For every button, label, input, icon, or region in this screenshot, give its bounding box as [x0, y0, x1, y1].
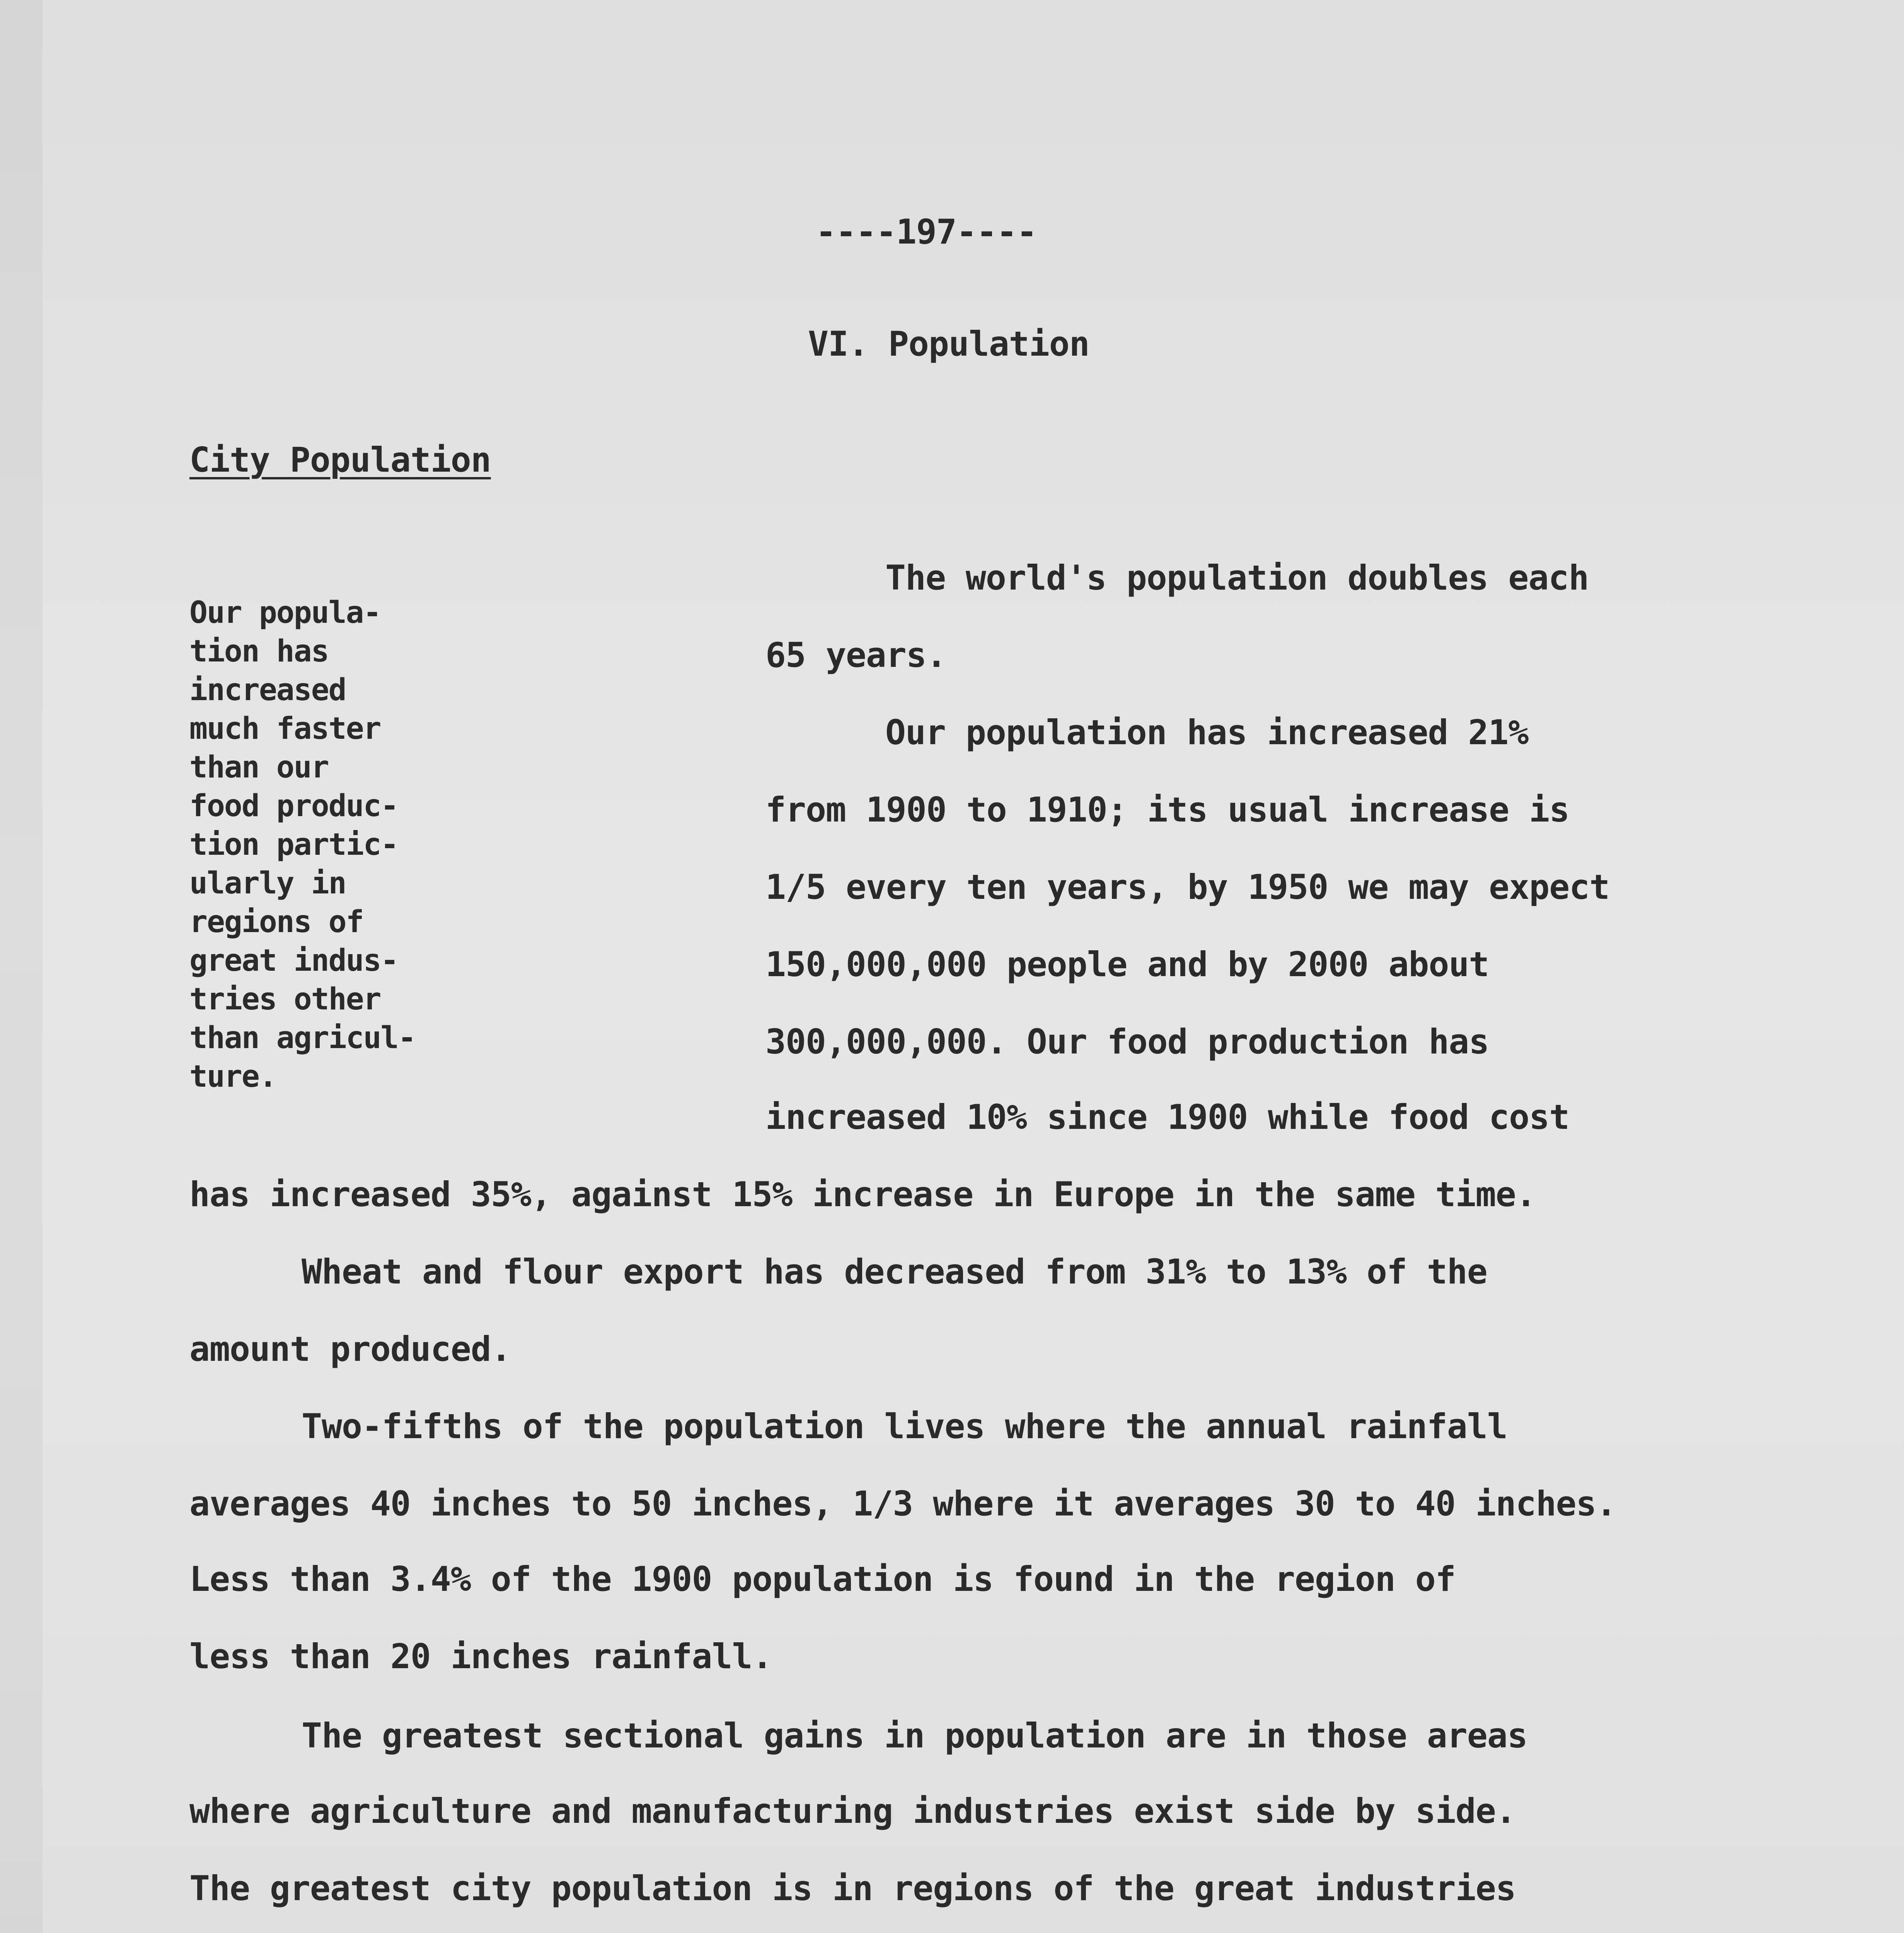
body-line: Less than 3.4% of the 1900 population is found in the region of — [189, 1559, 1456, 1599]
body-line: The greatest city population is in regions of the great industries — [189, 1868, 1516, 1908]
body-line: Wheat and flour export has decreased from 31% to 13% of the — [302, 1252, 1487, 1292]
margin-note-line: great indus- — [189, 943, 398, 978]
margin-note-line: than agricul- — [189, 1021, 416, 1055]
body-line: Two-fifths of the population lives where the annual rainfall — [302, 1406, 1507, 1446]
body-line: has increased 35%, against 15% increase in Europe in the same time. — [189, 1174, 1536, 1214]
body-line: 150,000,000 people and by 2000 about — [765, 944, 1489, 984]
body-line: The world's population doubles each — [885, 558, 1589, 598]
body-line: 300,000,000. Our food production has — [765, 1022, 1489, 1062]
body-line: amount produced. — [189, 1329, 511, 1369]
page-number: ----197---- — [816, 212, 1037, 252]
margin-note-line: food produc- — [189, 789, 398, 823]
margin-note-line: ture. — [189, 1059, 276, 1094]
margin-note-line: Our popula- — [189, 595, 381, 630]
margin-note-line: tion has — [189, 634, 329, 669]
body-line: 1/5 every ten years, by 1950 we may expect — [765, 867, 1610, 907]
margin-note-line: ularly in — [189, 866, 346, 901]
body-line: from 1900 to 1910; its usual increase is — [765, 790, 1570, 830]
subheading: City Population — [189, 440, 491, 480]
body-line: increased 10% since 1900 while food cost — [765, 1097, 1570, 1137]
body-line: where agriculture and manufacturing industries exist side by side. — [189, 1791, 1516, 1831]
body-line: less than 20 inches rainfall. — [189, 1636, 772, 1676]
margin-note-line: tries other — [189, 982, 381, 1017]
left-edge-shadow — [0, 0, 43, 1933]
margin-note-line: regions of — [189, 905, 363, 939]
margin-note-line: tion partic- — [189, 827, 398, 862]
margin-note-line: than our — [189, 750, 329, 785]
body-line: The greatest sectional gains in population are in those areas — [302, 1716, 1527, 1756]
body-line: averages 40 inches to 50 inches, 1/3 where it averages 30 to 40 inches. — [189, 1484, 1616, 1524]
section-title: VI. Population — [808, 324, 1089, 364]
margin-note-line: increased — [189, 673, 346, 707]
margin-note-line: much faster — [189, 711, 381, 746]
body-line: Our population has increased 21% — [885, 713, 1529, 752]
body-line: 65 years. — [765, 635, 946, 675]
